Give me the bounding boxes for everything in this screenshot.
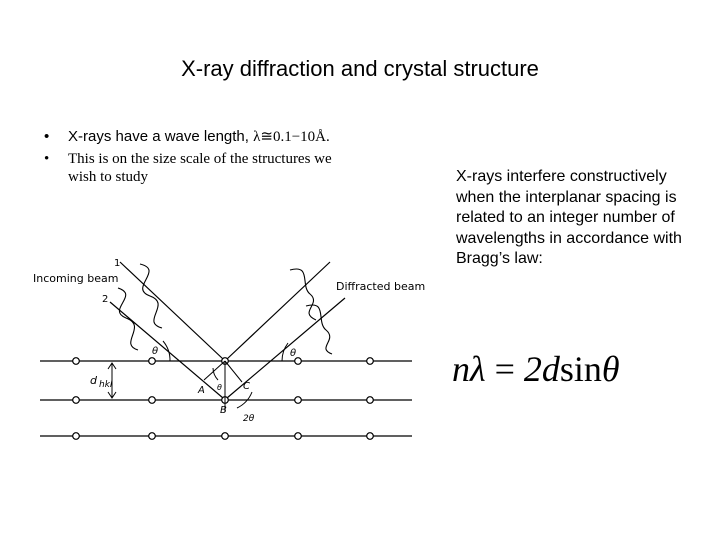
- theta-arc: [163, 341, 170, 361]
- d-symbol: d: [90, 374, 97, 387]
- equation-sin: sin: [559, 349, 602, 389]
- ray-1-label: 1: [114, 258, 121, 269]
- incoming-wave: [118, 288, 138, 350]
- bullet-wavelength: [40, 128, 360, 146]
- path-difference-line: [225, 361, 242, 382]
- theta-label-inner: θ: [217, 383, 222, 392]
- two-theta-label: 2θ: [243, 414, 255, 424]
- equation-lhs: nλ: [452, 349, 486, 389]
- bullet-marker: •: [44, 128, 50, 145]
- incoming-ray-2: [110, 302, 223, 398]
- theta-label-right: θ: [290, 348, 297, 359]
- atom: [295, 433, 302, 440]
- wavelength-range: λ≅0.1−10Å.: [253, 129, 330, 145]
- point-c-label: C: [243, 381, 250, 392]
- atom: [222, 433, 229, 440]
- theta-label-left: θ: [152, 346, 159, 357]
- atom: [73, 358, 80, 365]
- atom: [149, 433, 156, 440]
- point-a-label: A: [198, 385, 205, 396]
- equation-equals: =: [494, 349, 515, 389]
- theta-arc: [282, 343, 288, 361]
- slide-title: X-ray diffraction and crystal structure: [181, 56, 539, 81]
- path-difference-line: [204, 361, 225, 380]
- atom: [367, 433, 374, 440]
- bragg-equation: [452, 348, 620, 390]
- ray-2-label: 2: [102, 294, 109, 305]
- incoming-beam-label: Incoming beam: [33, 272, 119, 285]
- equation-theta: θ: [601, 349, 620, 389]
- atom: [73, 397, 80, 404]
- d-subscript: hkl: [98, 380, 113, 390]
- atom: [149, 358, 156, 365]
- diffracted-beam-label: Diffracted beam: [336, 280, 426, 293]
- bullet-list: [40, 128, 360, 190]
- diffracted-wave: [290, 269, 316, 320]
- d-label: [90, 374, 113, 390]
- atom-lattice: [73, 358, 374, 440]
- point-b-label: B: [220, 405, 227, 416]
- bragg-diffraction-diagram: [0, 240, 440, 450]
- diffracted-ray-1: [227, 262, 330, 359]
- bullet-marker: •: [44, 151, 50, 167]
- incoming-wave: [140, 264, 162, 328]
- atom: [149, 397, 156, 404]
- bragg-explanation: X-rays interfere constructively when the interplanar spacing is related to an integer number of wavelengths in accordance with Bragg’s law:: [456, 168, 682, 268]
- bullet-wavelength-text: X-rays have a wave length,: [68, 128, 254, 145]
- incoming-ray-1: [120, 262, 223, 359]
- atom: [367, 397, 374, 404]
- equation-rhs-num: 2d: [523, 349, 560, 389]
- atom: [73, 433, 80, 440]
- bullet-size-scale-text: This is on the size scale of the structures we wish to study: [68, 151, 332, 185]
- bullet-size-scale: [40, 150, 360, 186]
- atom: [367, 358, 374, 365]
- atom: [295, 397, 302, 404]
